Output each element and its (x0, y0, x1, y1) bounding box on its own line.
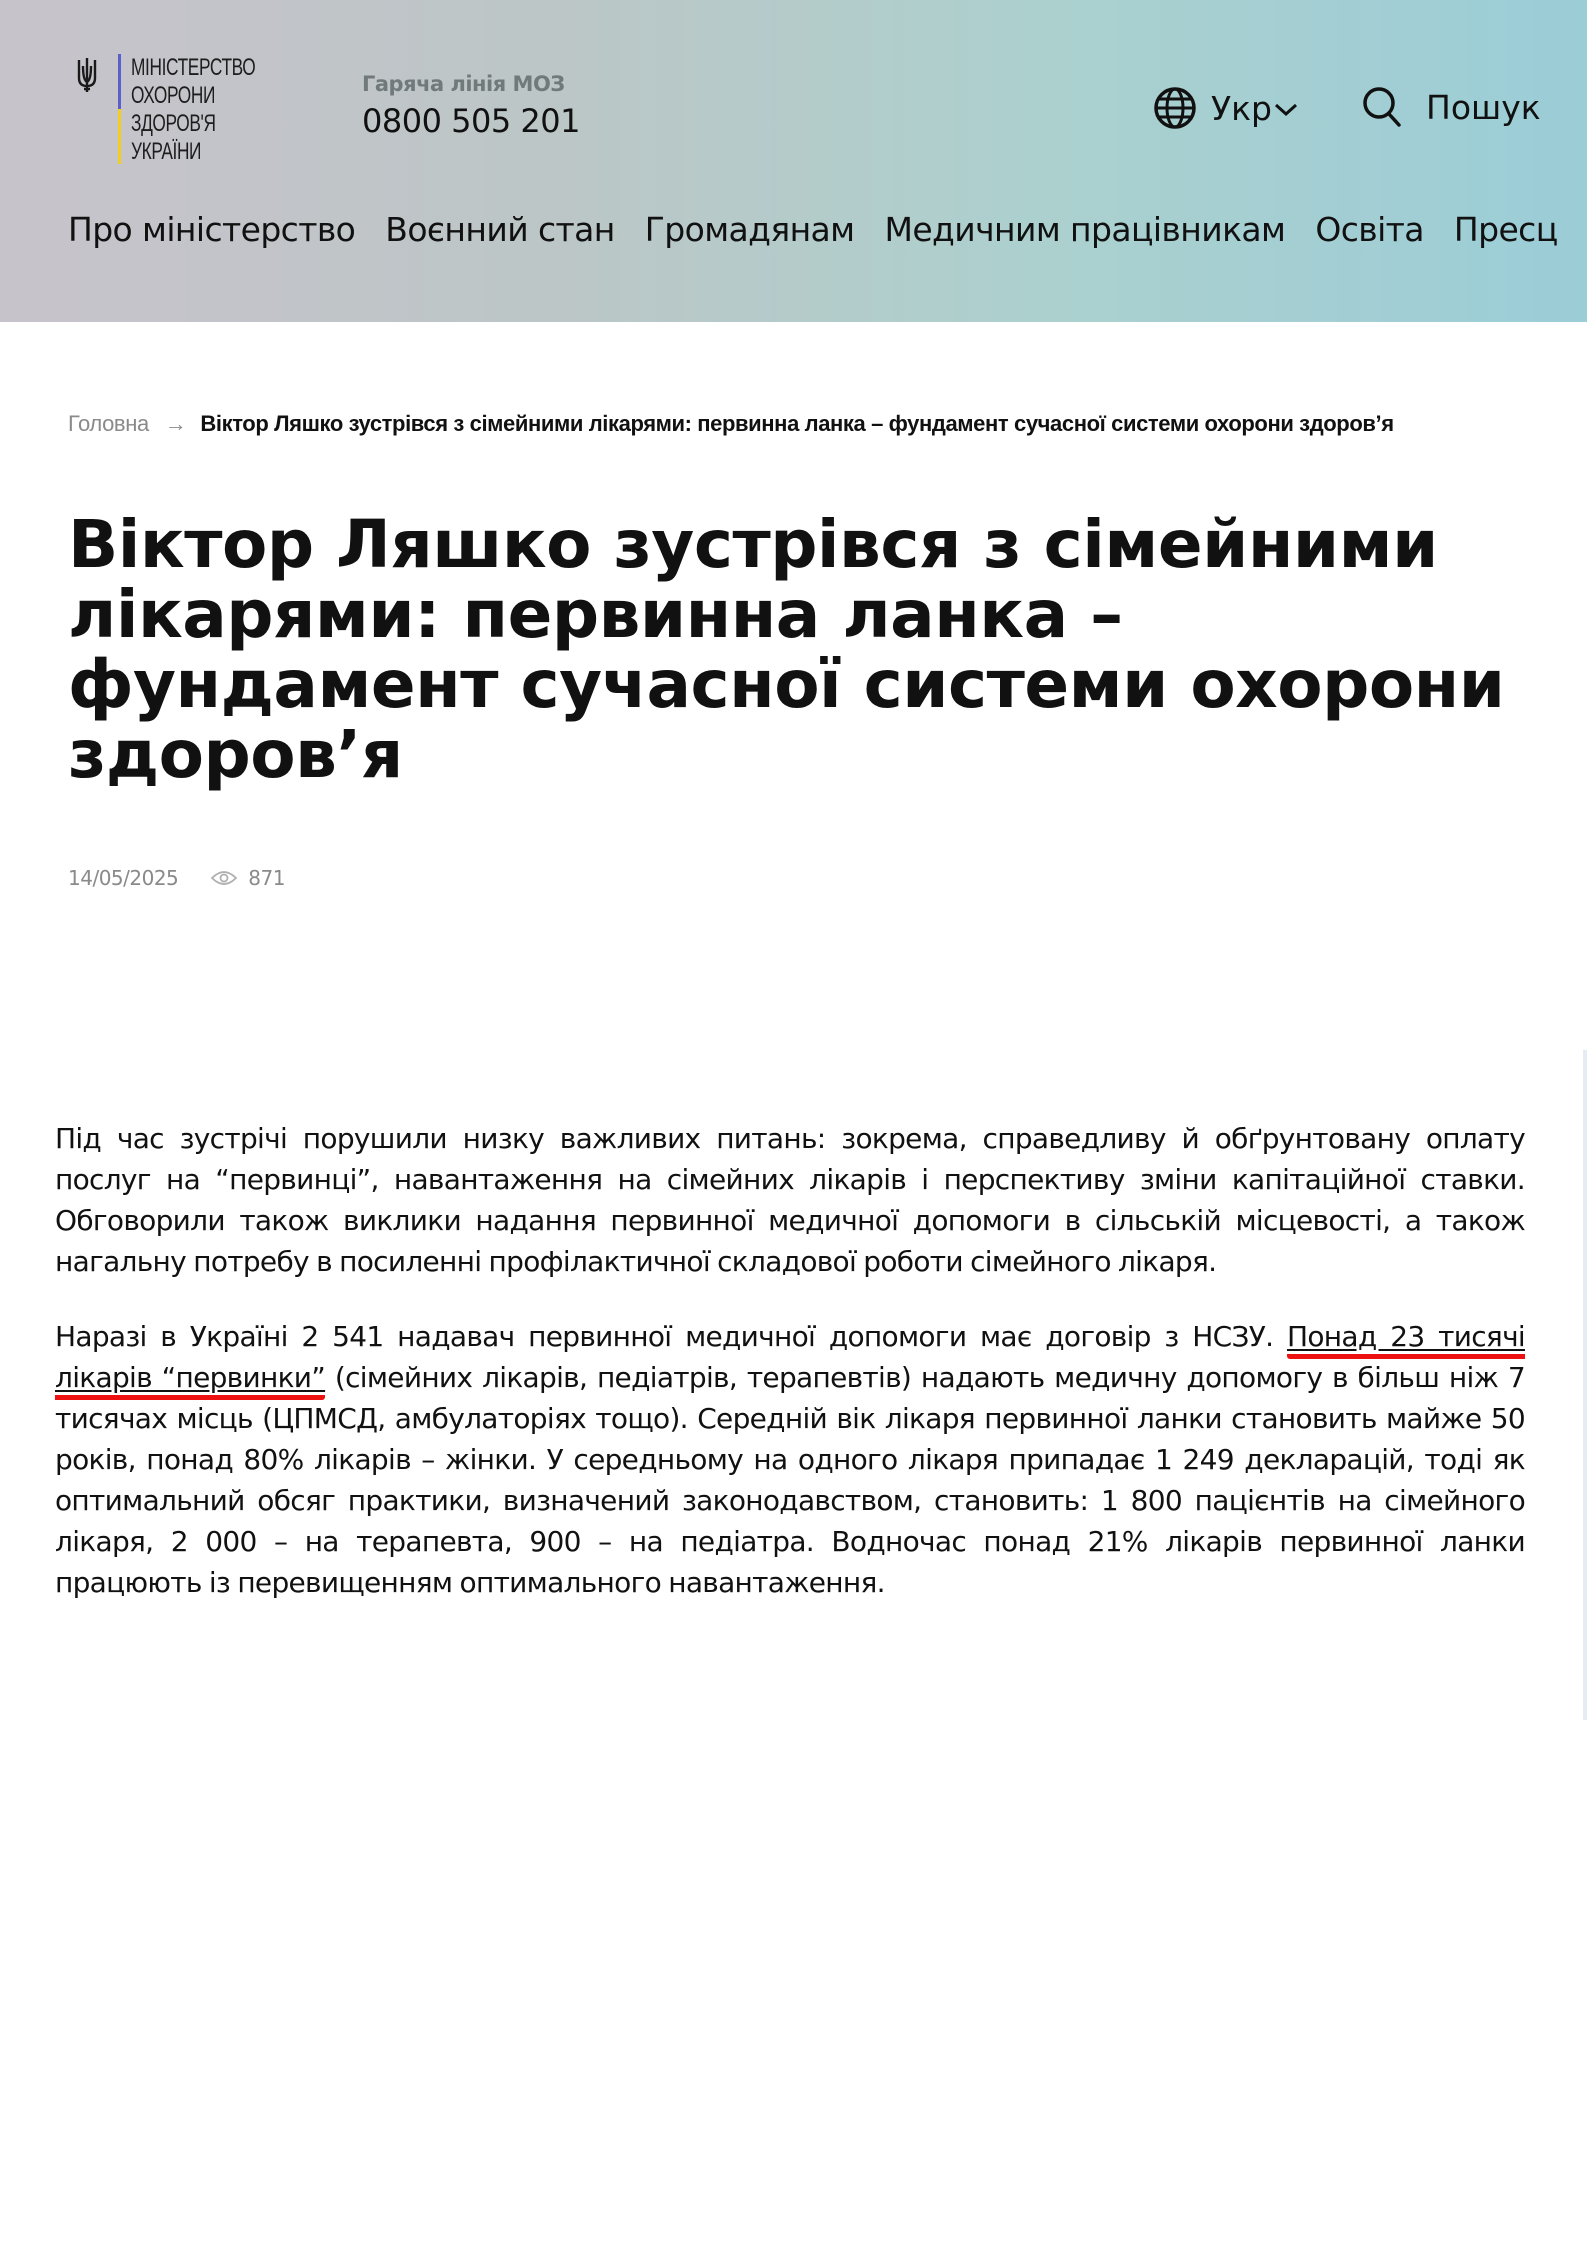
nav-item-martial-law[interactable]: Воєнний стан (385, 210, 615, 249)
site-header (0, 0, 1587, 322)
view-count (210, 866, 285, 890)
search-label: Пошук (1426, 87, 1541, 127)
search-icon (1362, 86, 1402, 128)
logo-line: ОХОРОНИ (131, 82, 216, 109)
logo-line: УКРАЇНИ (131, 138, 202, 165)
nav-item-about-ministry[interactable]: Про міністерство (68, 210, 356, 249)
nav-item-medical-workers[interactable]: Медичним працівникам (884, 210, 1286, 249)
paragraph-text: (сімейних лікарів, педіатрів, терапевтів) надають медичну допомогу в більш ніж 7 тисячах місць (ЦПМСД, амбулаторіях тощо). Середній вік лікаря первинної ланки становить майже 50 років, понад 80% лікарів – жінки. У середньому на одного лікаря припадає 1 249 декларацій, тоді як оптимальний обсяг практики, визначений законодавством, становить: 1 800 пацієнтів на сімейного лікаря, 2 000 – на терапевта, 900 – на педіатра. Водночас понад 21% лікарів первинної ланки працюють із перевищенням оптимального навантаження. (55, 1361, 1525, 1599)
article-meta (68, 866, 285, 890)
logo-text (131, 54, 255, 168)
breadcrumb-current: Віктор Ляшко зустрівся з сімейними лікарями: первинна ланка – фундамент сучасної системи охорони здоров’я (200, 411, 1394, 436)
nav-item-education[interactable]: Освіта (1315, 210, 1424, 249)
hotline-label: Гаряча лінія МОЗ (362, 72, 565, 96)
paragraph-text: Наразі в Україні 2 541 надавач первинної медичної допомоги має договір з НСЗУ. (55, 1320, 1288, 1353)
flag-bar (118, 54, 121, 164)
article-body (55, 1118, 1525, 1637)
arrow-right-icon: → (164, 411, 187, 436)
breadcrumb (68, 406, 1508, 442)
nav-item-press[interactable]: Пресц (1453, 210, 1558, 249)
hotline-number[interactable]: 0800 505 201 (362, 102, 580, 140)
highlighted-text: Понад 23 тисячі лікарів “первинки” (55, 1320, 1525, 1400)
article-paragraph (55, 1316, 1525, 1603)
globe-icon (1153, 86, 1197, 130)
article-paragraph: Під час зустрічі порушили низку важливих питань: зокрема, справедливу й обґрунтовану оплату послуг на “первинці”, навантаження на сімейних лікарів і перспективу зміни капітаційної ставки. Обговорили також виклики надання первинної медичної допомоги в сільській місцевості, а також нагальну потребу в посиленні профілактичної складової роботи сімейного лікаря. (55, 1122, 1525, 1278)
language-label: Укр (1211, 88, 1272, 128)
hotline (362, 72, 580, 140)
side-panel-edge (1583, 1050, 1587, 1720)
breadcrumb-home-link[interactable]: Головна (68, 411, 149, 436)
nav-item-citizens[interactable]: Громадянам (644, 210, 855, 249)
trident-icon (76, 56, 98, 94)
logo-line: МІНІСТЕРСТВО (131, 54, 256, 81)
publish-date: 14/05/2025 (68, 866, 179, 890)
chevron-down-icon (1274, 103, 1298, 117)
page-title: Віктор Ляшко зустрівся з сімейними лікарями: первинна ланка – фундамент сучасної системи охорони здоров’я (68, 506, 1505, 793)
main-nav (68, 210, 1587, 249)
search-button[interactable] (1362, 86, 1541, 128)
logo-line: ЗДОРОВ'Я (131, 110, 216, 137)
ministry-logo[interactable] (76, 54, 304, 168)
language-selector[interactable] (1153, 86, 1298, 130)
views-count: 871 (248, 866, 285, 890)
eye-icon (210, 869, 238, 887)
